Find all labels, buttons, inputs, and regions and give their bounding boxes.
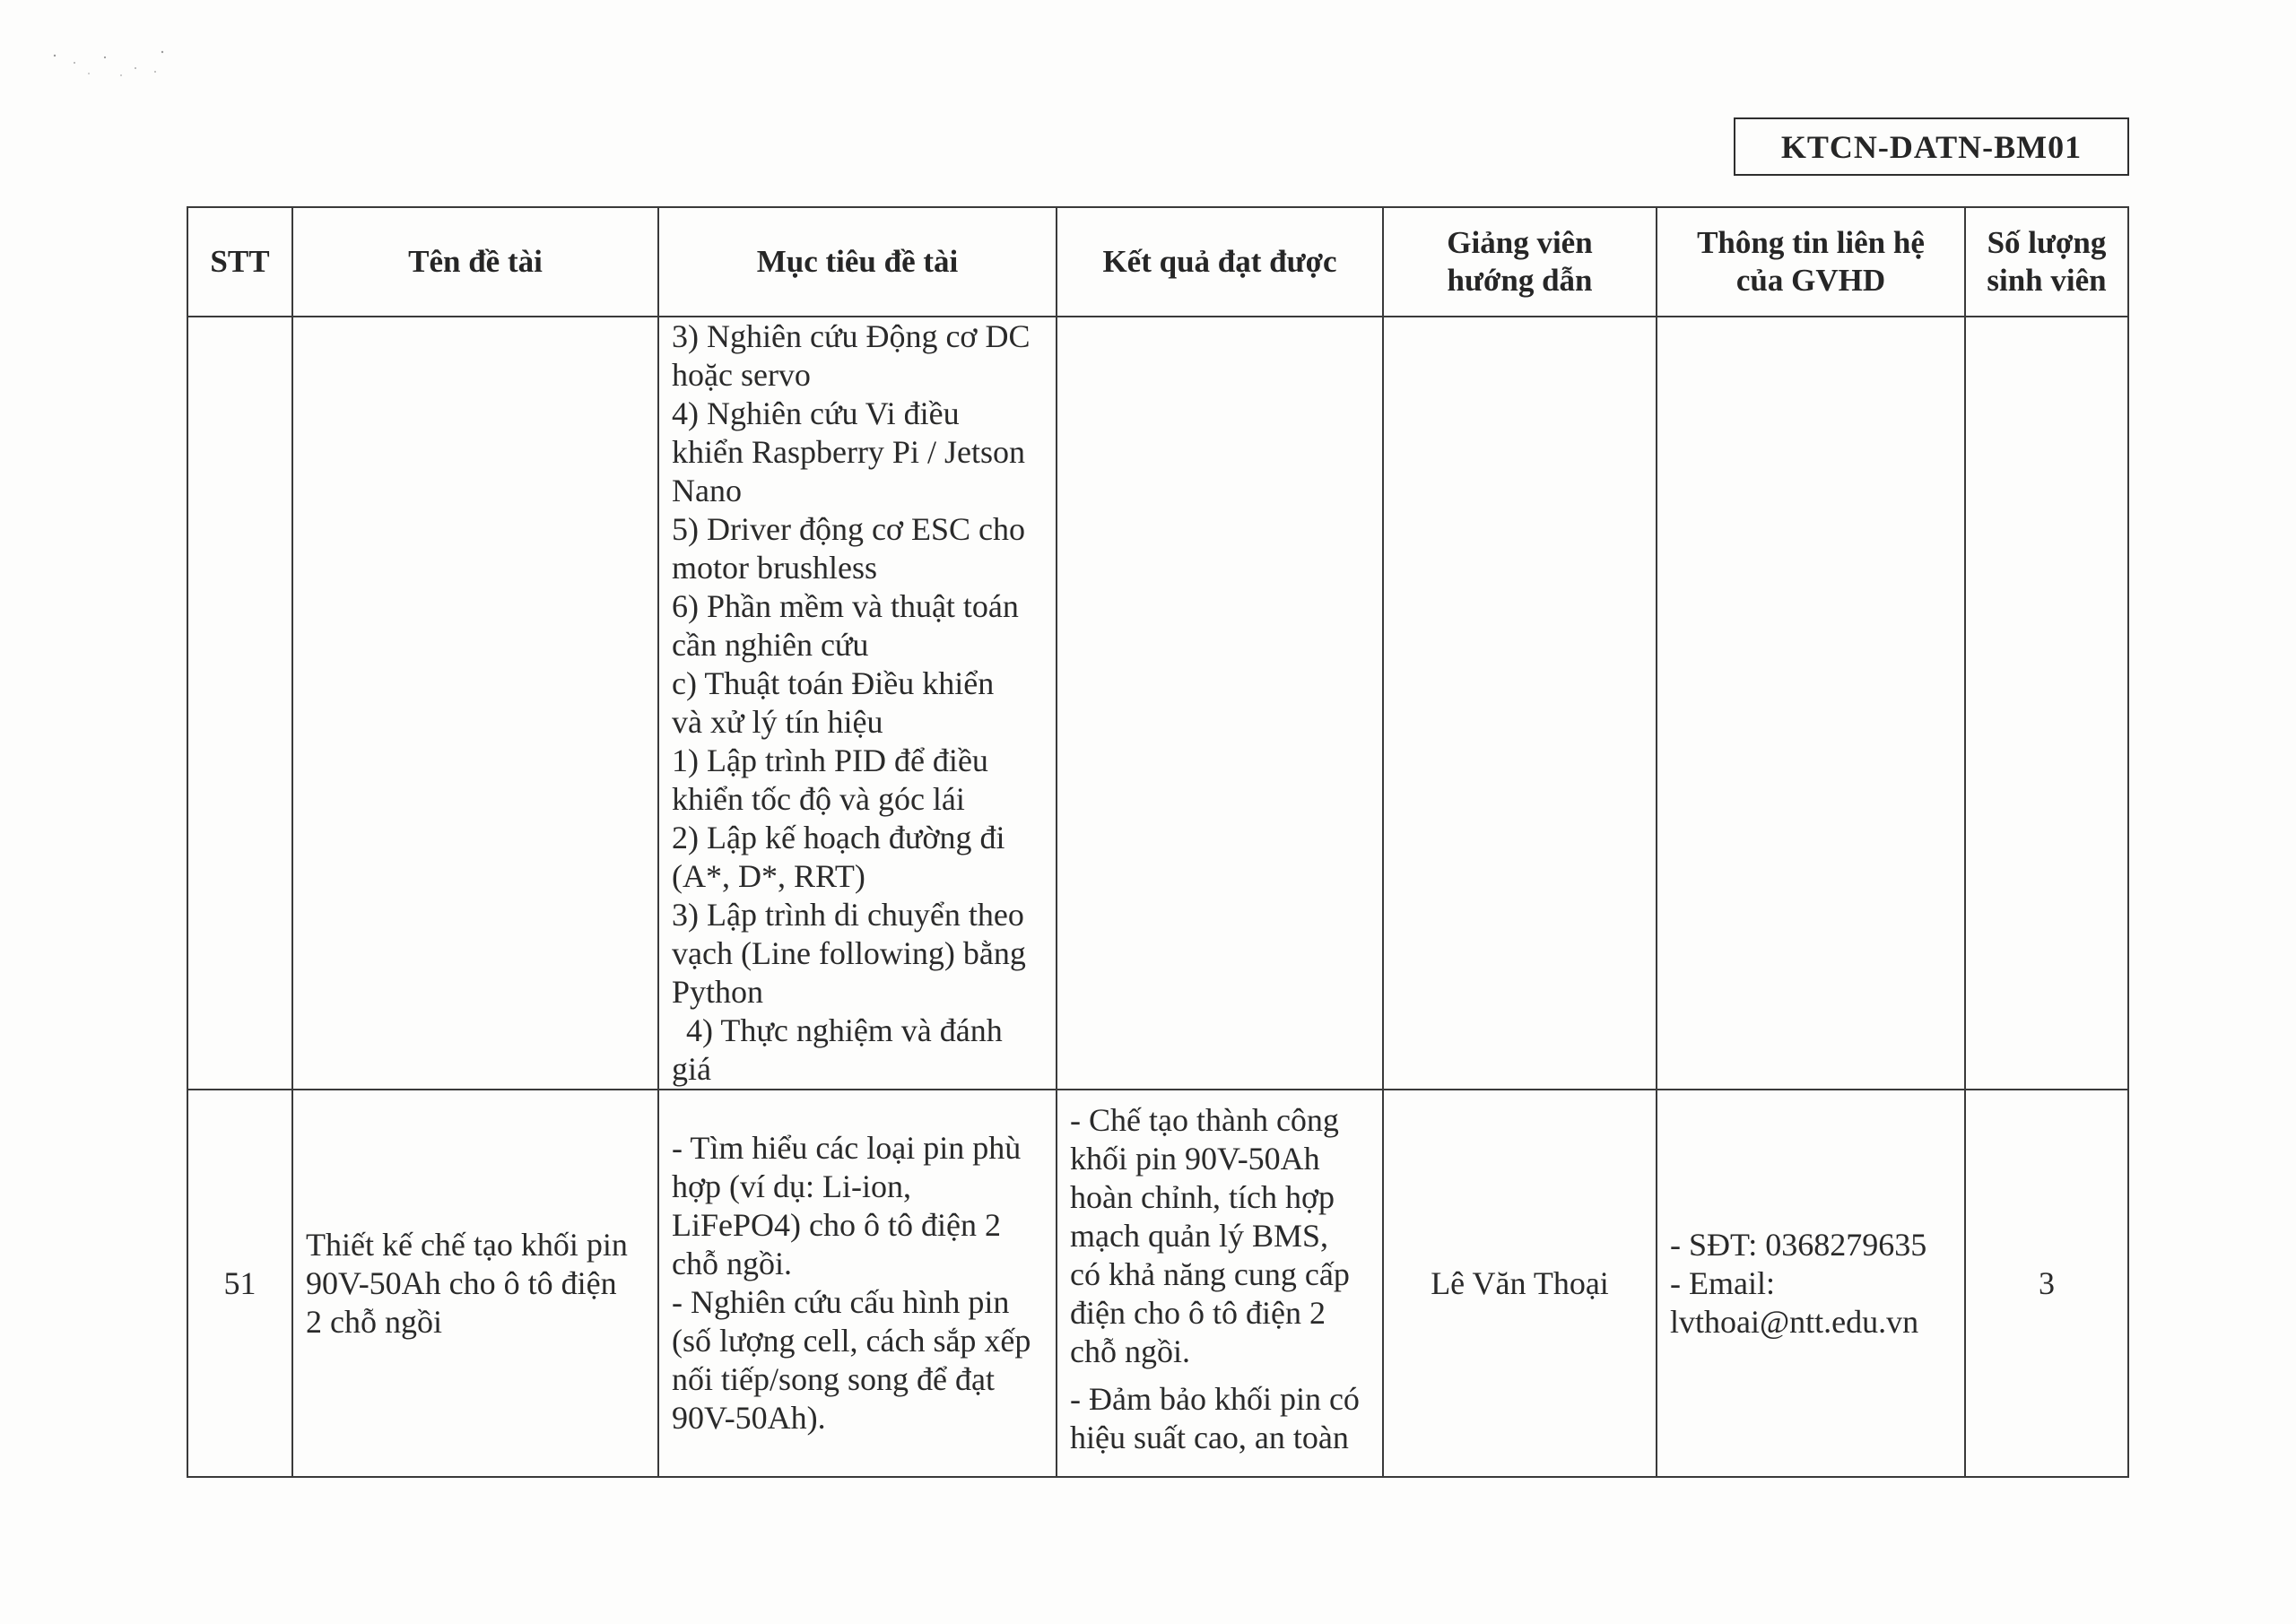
header-results: Kết quả đạt được bbox=[1057, 207, 1383, 317]
goal-line: LiFePO4) cho ô tô điện 2 bbox=[672, 1207, 1001, 1243]
goal-line: và xử lý tín hiệu bbox=[672, 704, 883, 740]
goal-line: 1) Lập trình PID để điều bbox=[672, 743, 988, 778]
cell-contact-empty bbox=[1657, 317, 1965, 1090]
goal-line: nối tiếp/song song để đạt bbox=[672, 1361, 995, 1397]
contact-email: lvthoai@ntt.edu.vn bbox=[1670, 1303, 1919, 1340]
goal-line: Nano bbox=[672, 473, 742, 508]
goal-line: 6) Phần mềm và thuật toán bbox=[672, 588, 1019, 624]
result-line: chỗ ngồi. bbox=[1070, 1333, 1190, 1369]
cell-student-count: 3 bbox=[1965, 1090, 2128, 1477]
header-topic: Tên đề tài bbox=[292, 207, 658, 317]
table-row-continued bbox=[187, 317, 2128, 1090]
goal-line: 2) Lập kế hoạch đường đi bbox=[672, 820, 1005, 855]
contact-phone: - SĐT: 0368279635 bbox=[1670, 1226, 1927, 1263]
goal-line: chỗ ngồi. bbox=[672, 1246, 792, 1281]
goal-line: vạch (Line following) bằng bbox=[672, 935, 1026, 971]
topics-table bbox=[187, 206, 2129, 1478]
cell-topic-empty bbox=[292, 317, 658, 1090]
header-advisor: Giảng viên hướng dẫn bbox=[1383, 207, 1657, 317]
cell-goals bbox=[658, 1090, 1057, 1477]
goal-line: 90V-50Ah). bbox=[672, 1400, 826, 1436]
goal-line: motor brushless bbox=[672, 550, 877, 586]
goal-line: cần nghiên cứu bbox=[672, 627, 869, 663]
result-line: điện cho ô tô điện 2 bbox=[1070, 1295, 1326, 1331]
cell-count-empty bbox=[1965, 317, 2128, 1090]
goal-line: giá bbox=[672, 1051, 711, 1087]
form-code: KTCN-DATN-BM01 bbox=[1780, 128, 2083, 165]
form-code-box bbox=[1734, 117, 2129, 176]
goal-line: 5) Driver động cơ ESC cho bbox=[672, 511, 1025, 547]
result-line: hoàn chỉnh, tích hợp bbox=[1070, 1179, 1335, 1215]
goal-line: (A*, D*, RRT) bbox=[672, 858, 865, 894]
result-line: - Đảm bảo khối pin có bbox=[1070, 1381, 1360, 1417]
result-line: có khả năng cung cấp bbox=[1070, 1256, 1350, 1292]
goal-line: 3) Lập trình di chuyển theo bbox=[672, 897, 1024, 933]
header-contact: Thông tin liên hệ của GVHD bbox=[1657, 207, 1965, 317]
cell-stt: 51 bbox=[187, 1090, 292, 1477]
goal-line: (số lượng cell, cách sắp xếp bbox=[672, 1323, 1031, 1359]
goal-line: 3) Nghiên cứu Động cơ DC bbox=[672, 318, 1031, 354]
header-stt: STT bbox=[187, 207, 292, 317]
goal-line: c) Thuật toán Điều khiển bbox=[672, 665, 995, 701]
header-student-count: Số lượng sinh viên bbox=[1965, 207, 2128, 317]
cell-goals-continued bbox=[658, 317, 1057, 1090]
goal-line: - Tìm hiểu các loại pin phù bbox=[672, 1130, 1022, 1166]
contact-email-label: - Email: bbox=[1670, 1264, 1775, 1301]
goal-line: - Nghiên cứu cấu hình pin bbox=[672, 1284, 1010, 1320]
scan-noise-marks bbox=[49, 45, 175, 81]
goal-line: khiển Raspberry Pi / Jetson bbox=[672, 434, 1025, 470]
goal-line: Python bbox=[672, 974, 764, 1010]
cell-contact bbox=[1657, 1090, 1965, 1477]
result-line: mạch quản lý BMS, bbox=[1070, 1218, 1328, 1254]
goal-line: 4) Nghiên cứu Vi điều bbox=[672, 395, 960, 431]
cell-advisor-empty bbox=[1383, 317, 1657, 1090]
cell-topic: Thiết kế chế tạo khối pin 90V-50Ah cho ô tô điện 2 chỗ ngồi bbox=[292, 1090, 658, 1477]
goal-line: khiển tốc độ và góc lái bbox=[672, 781, 965, 817]
header-goals: Mục tiêu đề tài bbox=[658, 207, 1057, 317]
table-header-row bbox=[187, 207, 2128, 317]
cell-advisor: Lê Văn Thoại bbox=[1383, 1090, 1657, 1477]
cell-stt-empty bbox=[187, 317, 292, 1090]
table-row-51 bbox=[187, 1090, 2128, 1477]
cell-results-empty bbox=[1057, 317, 1383, 1090]
result-line: khối pin 90V-50Ah bbox=[1070, 1141, 1320, 1177]
cell-results bbox=[1057, 1090, 1383, 1477]
goal-line: hợp (ví dụ: Li-ion, bbox=[672, 1168, 912, 1204]
goal-line: hoặc servo bbox=[672, 357, 811, 393]
goal-line: 4) Thực nghiệm và đánh bbox=[686, 1012, 1003, 1048]
result-line: hiệu suất cao, an toàn bbox=[1070, 1420, 1349, 1455]
result-line: - Chế tạo thành công bbox=[1070, 1102, 1339, 1138]
